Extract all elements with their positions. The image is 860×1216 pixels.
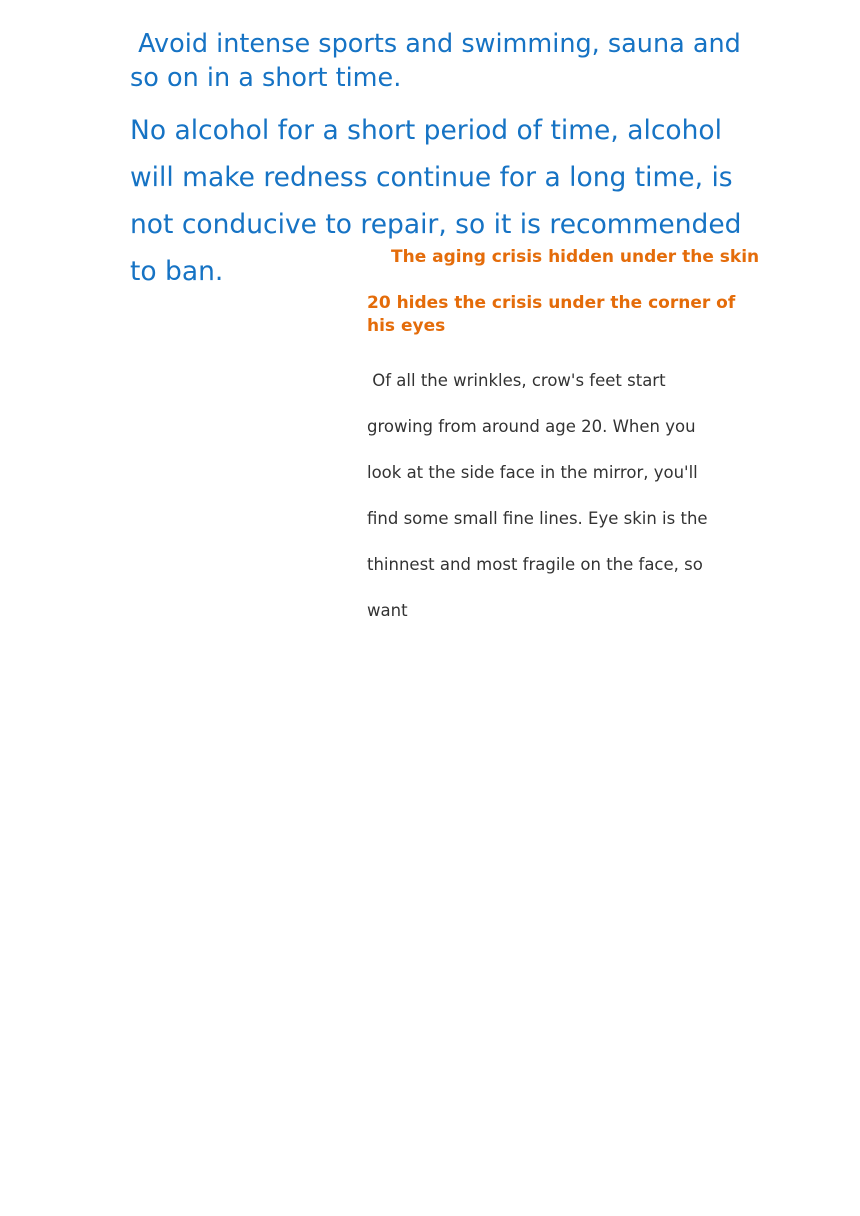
advice-paragraph-sports: Avoid intense sports and swimming, sauna and so on in a short time. [130, 29, 749, 93]
body-paragraph-crows-feet: Of all the wrinkles, crow's feet start growing from around age 20. When you look at the side face in the mirror, you'll find some small fine lines. Eye skin is the thinnest and most fragile on the face, so want [367, 371, 713, 620]
subheading-eye-corner-crisis: 20 hides the crisis under the corner of his eyes [367, 293, 736, 336]
section-heading-aging-crisis: The aging crisis hidden under the skin [391, 247, 760, 267]
advice-paragraph-alcohol: No alcohol for a short period of time, alcohol will make redness continue for a long time, is not conducive to repair, so it is recommended to ban. [130, 115, 742, 287]
